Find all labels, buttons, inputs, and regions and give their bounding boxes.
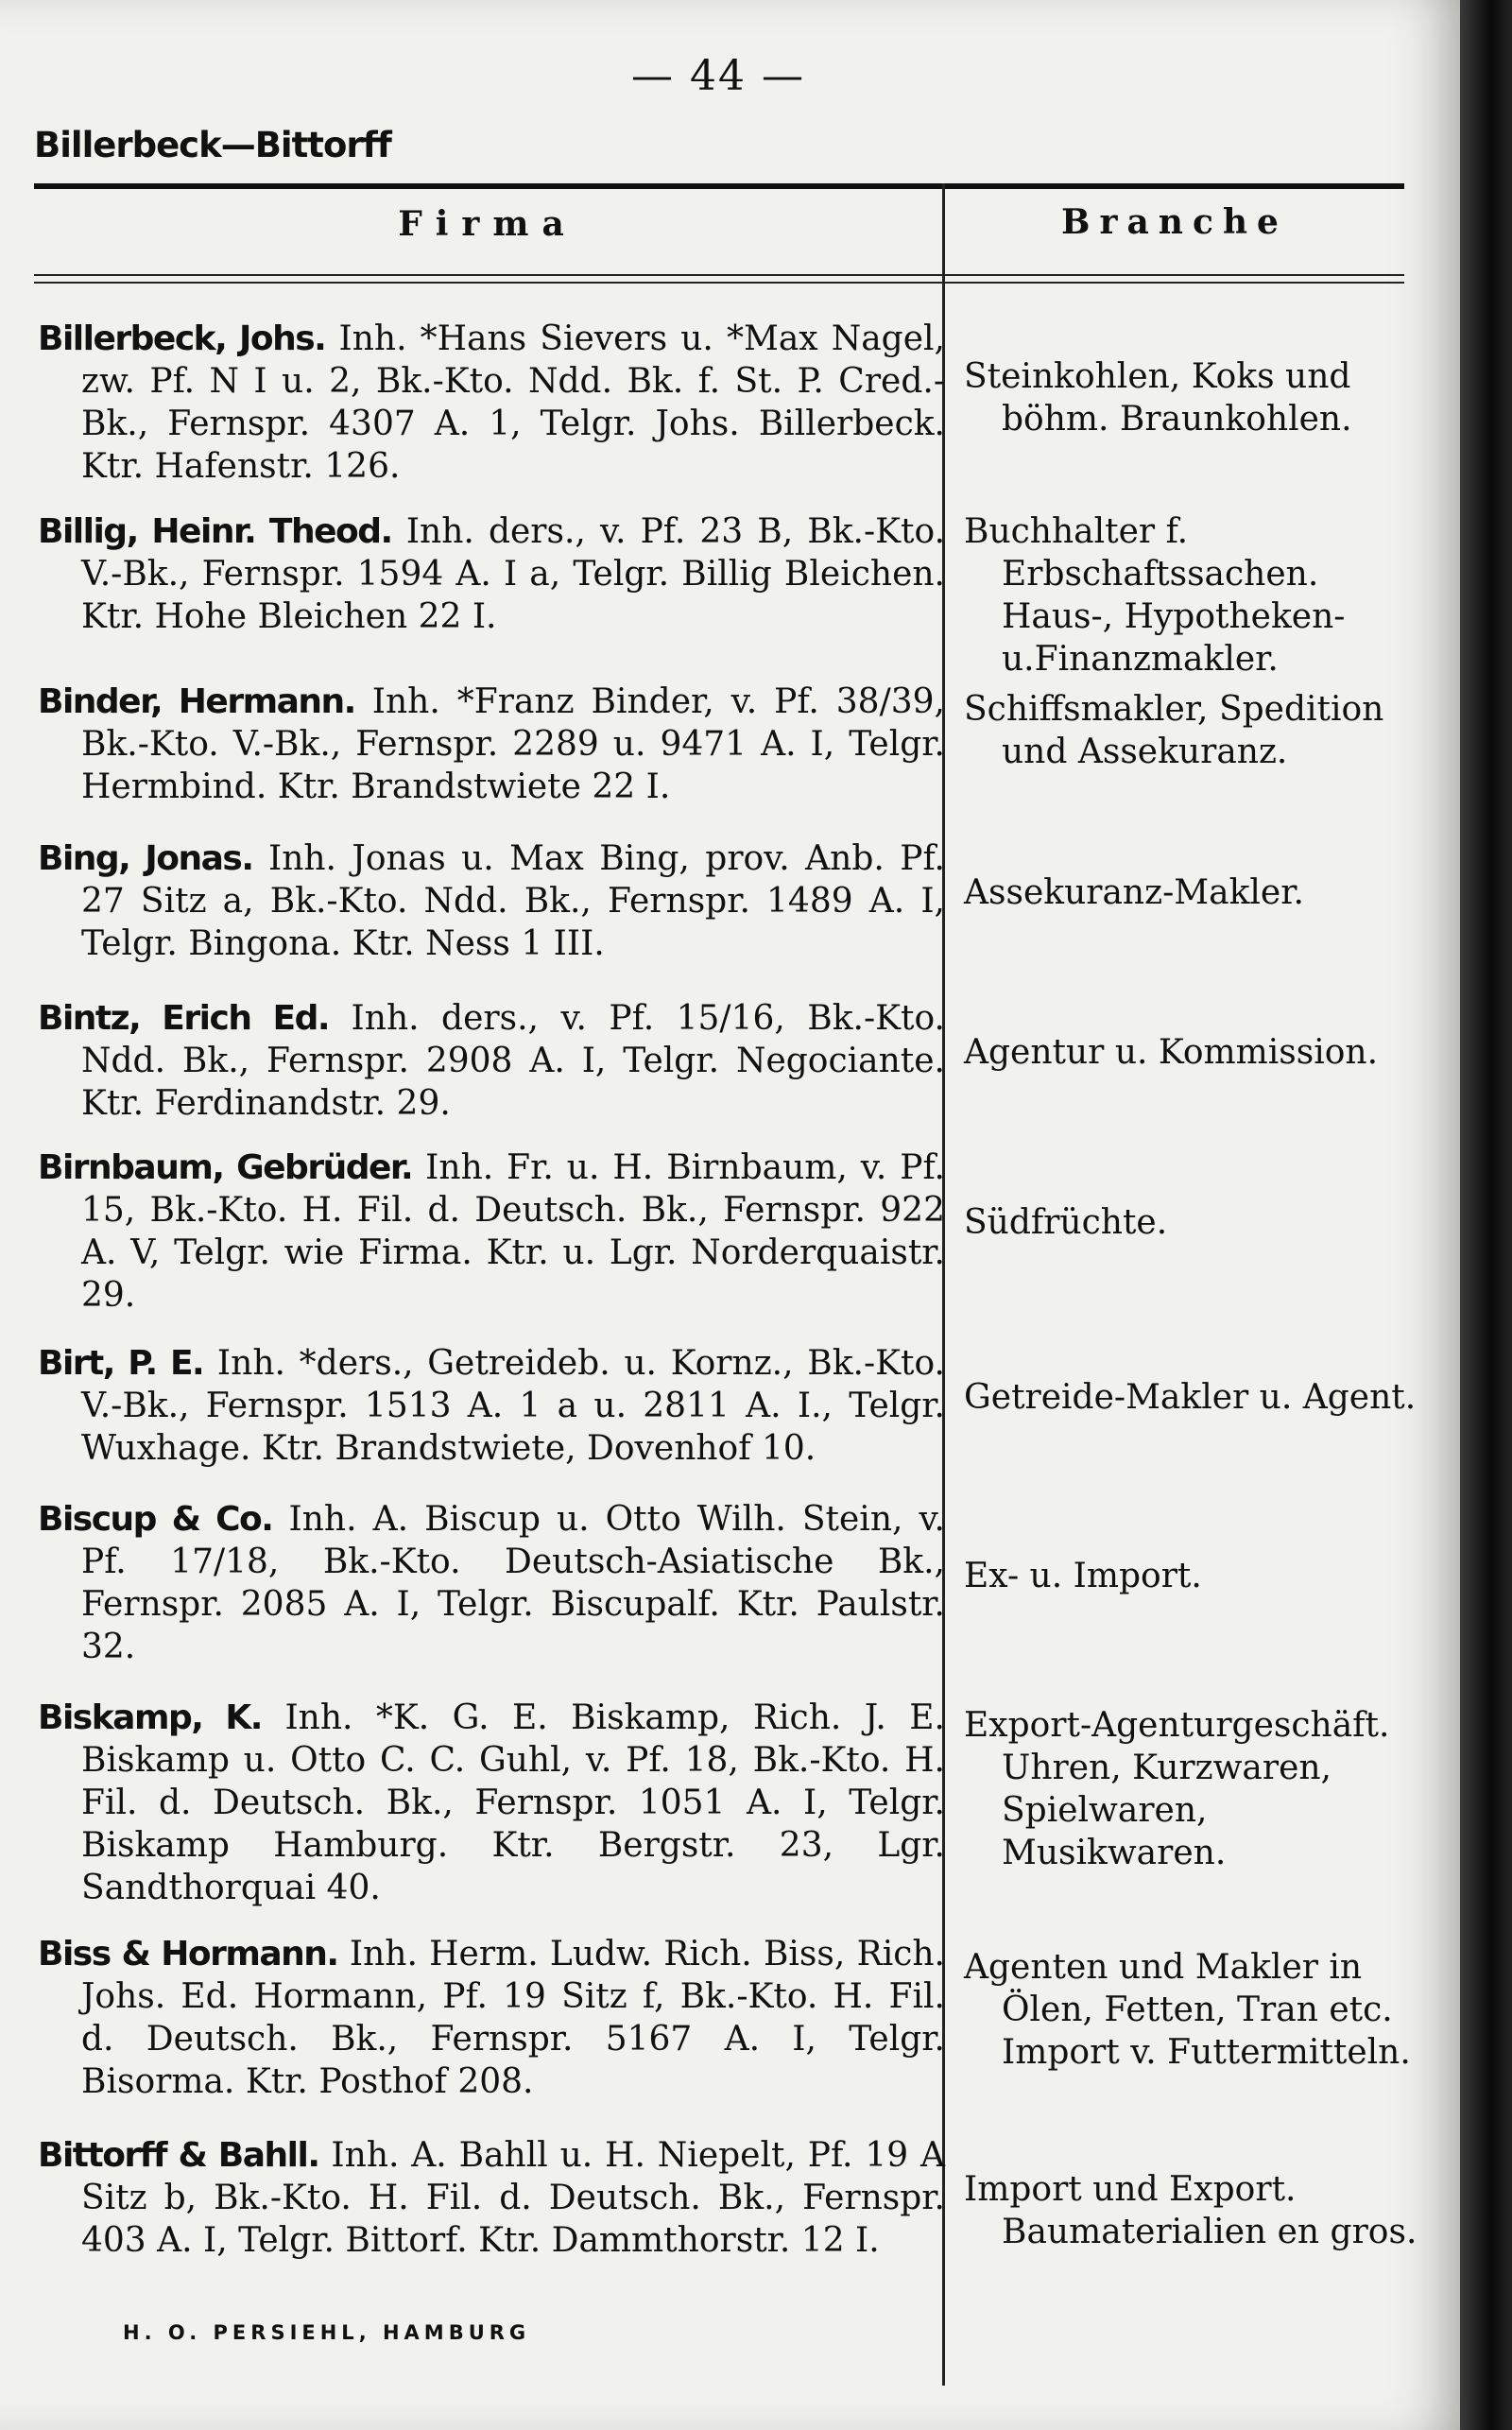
running-head: Billerbeck—Bittorff xyxy=(34,125,391,165)
entry-name: Biscup & Co. xyxy=(38,1500,273,1539)
printer-imprint: H. O. PERSIEHL, HAMBURG xyxy=(123,2321,531,2344)
entry-name: Biskamp, K. xyxy=(38,1698,262,1737)
entry-name: Birt, P. E. xyxy=(38,1344,204,1383)
column-header-branche: Branche xyxy=(1061,202,1288,242)
header-double-rule-1 xyxy=(34,274,1404,276)
entry-branche: Agentur u. Kommission. xyxy=(964,1033,1379,1072)
entry-branche: Getreide-Makler u. Agent. xyxy=(964,1378,1417,1417)
page-edge-shadow xyxy=(1460,0,1512,2430)
entry-firm xyxy=(38,1697,945,1909)
entry-name: Billig, Heinr. Theod. xyxy=(38,512,392,551)
entry-firm xyxy=(38,1342,945,1470)
column-header-firma: Firma xyxy=(398,204,577,244)
header-double-rule-2 xyxy=(34,282,1404,284)
entry-firm xyxy=(38,681,945,808)
entry-firm xyxy=(38,318,945,488)
entry-branche: Import und Export. Baumaterialien en gros. xyxy=(964,2170,1418,2251)
entry-firm xyxy=(38,997,945,1125)
entry-details: Inh. Herm. Ludw. Rich. Biss, Rich. Johs. Ed. Hormann, Pf. 19 Sitz f, Bk.-Kto. H. Fil. d. Deutsch. Bk., Fernspr. 5167 A. I, Telgr. Bisorma. Ktr. Posthof 208. xyxy=(81,1935,945,2101)
entry-details: Inh. Fr. u. H. Birnbaum, v. Pf. 15, Bk.-Kto. H. Fil. d. Deutsch. Bk., Fernspr. 922 A. V, Telgr. wie Firma. Ktr. u. Lgr. Norderquaistr. 29. xyxy=(81,1148,945,1315)
entry-name: Bing, Jonas. xyxy=(38,839,253,878)
entry-name: Birnbaum, Gebrüder. xyxy=(38,1148,413,1187)
entry-details: Inh. *K. G. E. Biskamp, Rich. J. E. Biskamp u. Otto C. C. Guhl, v. Pf. 18, Bk.-Kto. H. Fil. d. Deutsch. Bk., Fernspr. 1051 A. I, Telgr. Biskamp Hamburg. Ktr. Bergstr. 23, Lgr. Sandthorquai 40. xyxy=(81,1698,945,1907)
entry-firm xyxy=(38,837,945,965)
entry-details: Inh. A. Bahll u. H. Niepelt, Pf. 19 A Sitz b, Bk.-Kto. H. Fil. d. Deutsch. Bk., Fernspr. 403 A. I, Telgr. Bittorf. Ktr. Dammthorstr. 12 I. xyxy=(81,2136,945,2260)
entry-details: Inh. A. Biscup u. Otto Wilh. Stein, v. Pf. 17/18, Bk.-Kto. Deutsch-Asiatische Bk., Fernspr. 2085 A. I, Telgr. Biscupalf. Ktr. Paulstr. 32. xyxy=(81,1500,945,1666)
entry-details: Inh. Jonas u. Max Bing, prov. Anb. Pf. 27 Sitz a, Bk.-Kto. Ndd. Bk., Fernspr. 1489 A. I, Telgr. Bingona. Ktr. Ness 1 III. xyxy=(81,839,945,963)
entry-details: Inh. *Franz Binder, v. Pf. 38/39, Bk.-Kto. V.-Bk., Fernspr. 2289 u. 9471 A. I, Telgr. Hermbind. Ktr. Brandstwiete 22 I. xyxy=(81,682,945,806)
entry-firm xyxy=(38,510,945,638)
entry-branche: Ex- u. Import. xyxy=(964,1557,1202,1595)
entry-name: Bintz, Erich Ed. xyxy=(38,999,330,1038)
entry-name: Bittorff & Bahll. xyxy=(38,2136,319,2175)
entry-branche: Schiffsmakler, Spedition und Assekuranz. xyxy=(964,690,1384,771)
page-number: — 44 — xyxy=(631,52,805,100)
entry-branche: Südfrüchte. xyxy=(964,1203,1168,1242)
entry-branche: Export-Agenturgeschäft. Uhren, Kurzwaren, Spielwaren, Musikwaren. xyxy=(964,1706,1390,1872)
entry-firm xyxy=(38,1146,945,1317)
entry-details: Inh. *ders., Getreideb. u. Kornz., Bk.-Kto. V.-Bk., Fernspr. 1513 A. 1 a u. 2811 A. I., Telgr. Wuxhage. Ktr. Brandstwiete, Dovenhof 10. xyxy=(81,1344,945,1468)
entry-firm xyxy=(38,2134,945,2262)
entry-firm xyxy=(38,1933,945,2103)
entry-name: Binder, Hermann. xyxy=(38,682,355,721)
entry-branche: Buchhalter f. Erbschaftssachen. Haus-, Hypotheken-u.Finanzmakler. xyxy=(964,512,1346,679)
entry-details: Inh. *Hans Sievers u. *Max Nagel, zw. Pf. N I u. 2, Bk.-Kto. Ndd. Bk. f. St. P. Cred.-Bk., Fernspr. 4307 A. 1, Telgr. Johs. Billerbeck. Ktr. Hafenstr. 126. xyxy=(81,319,945,486)
entry-branche: Steinkohlen, Koks und böhm. Braunkohlen. xyxy=(964,357,1352,439)
entry-branche: Agenten und Makler in Ölen, Fetten, Tran etc. Import v. Futtermitteln. xyxy=(964,1948,1411,2072)
header-rule xyxy=(34,183,1404,189)
entry-name: Billerbeck, Johs. xyxy=(38,319,326,358)
entry-branche: Assekuranz-Makler. xyxy=(964,873,1304,912)
entry-details: Inh. ders., v. Pf. 23 B, Bk.-Kto. V.-Bk., Fernspr. 1594 A. I a, Telgr. Billig Bleichen. Ktr. Hohe Bleichen 22 I. xyxy=(81,512,946,636)
entry-details: Inh. ders., v. Pf. 15/16, Bk.-Kto. Ndd. Bk., Fernspr. 2908 A. I, Telgr. Negociante. Ktr. Ferdinandstr. 29. xyxy=(81,999,945,1123)
entry-firm xyxy=(38,1498,945,1668)
entry-name: Biss & Hormann. xyxy=(38,1935,338,1973)
